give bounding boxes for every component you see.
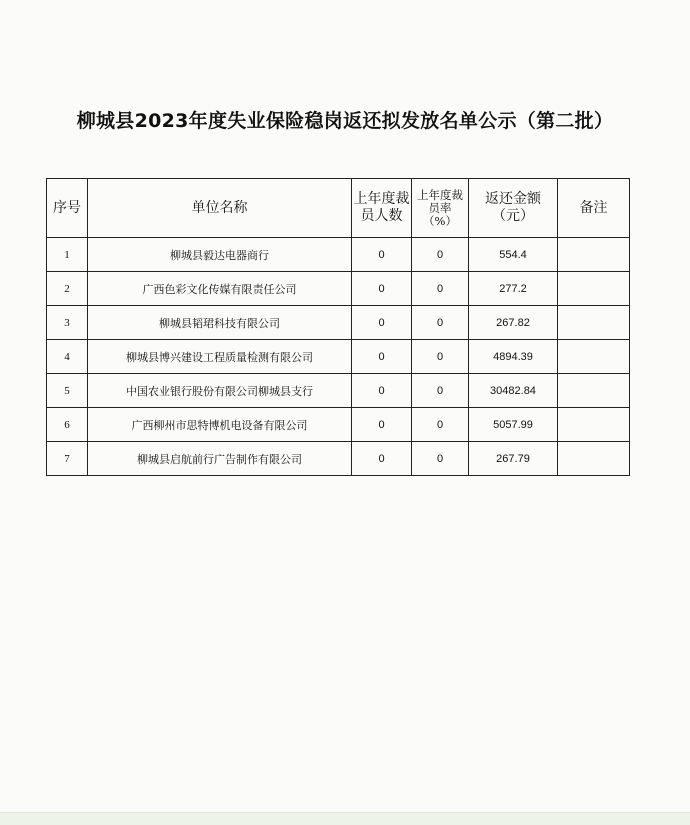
row-amount: 554.4 xyxy=(469,238,558,272)
header-rate-line3: （%） xyxy=(423,213,457,228)
row-seq: 5 xyxy=(47,374,88,408)
row-note xyxy=(558,408,630,442)
header-note: 备注 xyxy=(558,179,630,238)
row-amount: 5057.99 xyxy=(469,408,558,442)
row-note xyxy=(558,442,630,476)
row-note xyxy=(558,306,630,340)
table-row xyxy=(47,374,630,408)
row-seq: 1 xyxy=(47,238,88,272)
row-seq: 4 xyxy=(47,340,88,374)
row-seq: 2 xyxy=(47,272,88,306)
row-layoff-rate: 0 xyxy=(412,306,469,340)
row-unit-name: 柳城县博兴建设工程质量检测有限公司 xyxy=(88,340,352,374)
table-row xyxy=(47,238,630,272)
row-layoff-rate: 0 xyxy=(412,272,469,306)
table-row xyxy=(47,408,630,442)
row-unit-name: 中国农业银行股份有限公司柳城县支行 xyxy=(88,374,352,408)
document-title: 柳城县2023年度失业保险稳岗返还拟发放名单公示（第二批） xyxy=(76,110,614,132)
row-unit-name: 柳城县韬珺科技有限公司 xyxy=(88,306,352,340)
row-unit-name: 广西柳州市思特博机电设备有限公司 xyxy=(88,408,352,442)
row-amount: 267.79 xyxy=(469,442,558,476)
row-unit-name: 柳城县启航前行广告制作有限公司 xyxy=(88,442,352,476)
table-row xyxy=(47,340,630,374)
row-unit-name: 广西色彩文化传媒有限责任公司 xyxy=(88,272,352,306)
row-layoffs: 0 xyxy=(352,272,412,306)
viewer-bottom-strip xyxy=(0,812,690,825)
table-row xyxy=(47,442,630,476)
header-amount-line1: 返还金额 xyxy=(485,191,541,207)
row-layoffs: 0 xyxy=(352,340,412,374)
header-amount-line2: （元） xyxy=(492,208,534,224)
row-layoff-rate: 0 xyxy=(412,442,469,476)
recipient-table xyxy=(46,178,630,476)
table-row xyxy=(47,306,630,340)
header-unit-name: 单位名称 xyxy=(88,179,352,238)
row-unit-name: 柳城县毅达电器商行 xyxy=(88,238,352,272)
row-layoff-rate: 0 xyxy=(412,340,469,374)
row-layoffs: 0 xyxy=(352,238,412,272)
row-amount: 267.82 xyxy=(469,306,558,340)
row-layoffs: 0 xyxy=(352,374,412,408)
row-seq: 7 xyxy=(47,442,88,476)
table-header-row xyxy=(47,179,630,238)
row-layoffs: 0 xyxy=(352,306,412,340)
header-layoffs xyxy=(352,179,412,238)
row-amount: 30482.84 xyxy=(469,374,558,408)
header-seq: 序号 xyxy=(47,179,88,238)
row-note xyxy=(558,272,630,306)
header-layoff-rate xyxy=(412,179,469,238)
row-layoffs: 0 xyxy=(352,408,412,442)
header-rate-line1: 上年度裁 xyxy=(417,187,463,202)
row-note xyxy=(558,340,630,374)
row-layoff-rate: 0 xyxy=(412,408,469,442)
row-seq: 3 xyxy=(47,306,88,340)
row-seq: 6 xyxy=(47,408,88,442)
row-amount: 4894.39 xyxy=(469,340,558,374)
row-amount: 277.2 xyxy=(469,272,558,306)
header-rate-line2: 员率 xyxy=(428,200,452,215)
row-note xyxy=(558,238,630,272)
row-layoff-rate: 0 xyxy=(412,238,469,272)
table-row xyxy=(47,272,630,306)
header-amount xyxy=(469,179,558,238)
row-note xyxy=(558,374,630,408)
header-layoffs-line2: 员人数 xyxy=(360,208,403,224)
row-layoffs: 0 xyxy=(352,442,412,476)
row-layoff-rate: 0 xyxy=(412,374,469,408)
header-layoffs-line1: 上年度裁 xyxy=(353,191,410,207)
